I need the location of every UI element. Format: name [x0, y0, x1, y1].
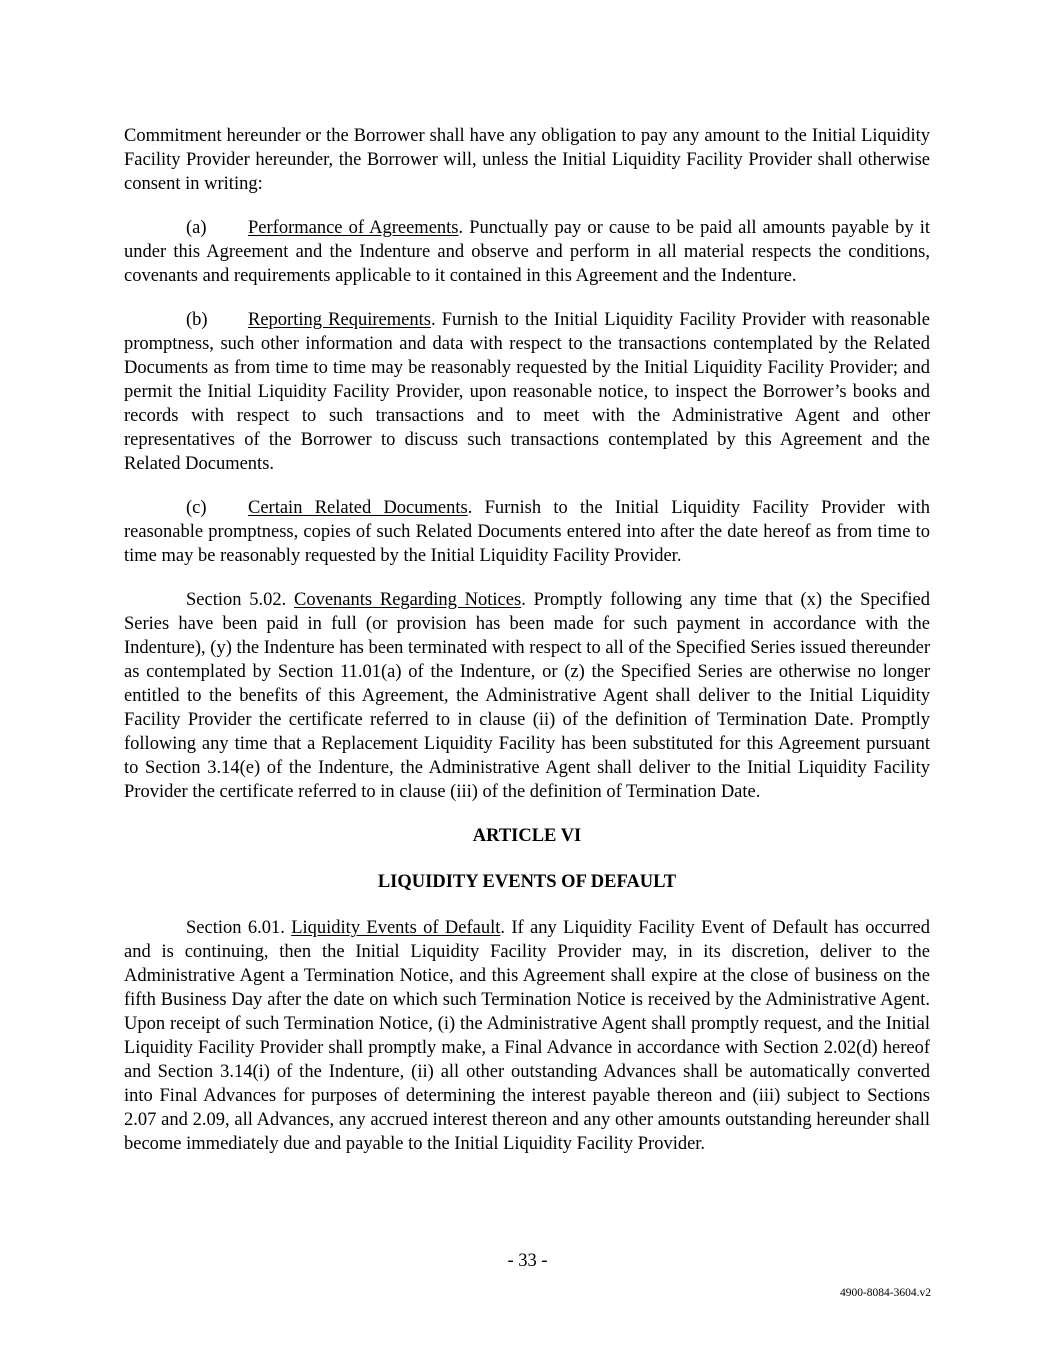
page-number: - 33 - — [507, 1251, 548, 1271]
clause-c-heading: Certain Related Documents — [248, 498, 468, 518]
section-5-02-label: Section 5.02. — [186, 590, 294, 610]
article-number: ARTICLE VI — [472, 826, 582, 846]
section-6-01 — [124, 916, 930, 1156]
clause-a-text: . Punctually pay or cause to be paid all amounts payable by it under this Agreement and the Indenture and observe and perform in all material respects the conditions, covenants and requirements applicable to it contained in this Agreement and the Indenture. — [124, 218, 931, 286]
clause-b-number: (b) — [186, 310, 208, 330]
clause-b-text: . Furnish to the Initial Liquidity Facility Provider with reasonable promptness, such other information and data with respect to the transactions contemplated by the Related Documents as from time to time may be reasonably requested by the Initial Liquidity Facility Provider; and permit the Initial Liquidity Facility Provider, upon reasonable notice, to inspect the Borrower’s books and records with respect to such transactions and to meet with the Administrative Agent and other representatives of the Borrower to discuss such transactions contemplated by this Agreement and the Related Documents. — [124, 310, 930, 474]
clause-a-heading: Performance of Agreements — [248, 218, 459, 238]
clause-c — [124, 496, 930, 568]
clause-a — [124, 216, 930, 288]
section-5-02-heading: Covenants Regarding Notices — [294, 590, 522, 610]
article-title: LIQUIDITY EVENTS OF DEFAULT — [377, 872, 677, 892]
section-5-02 — [124, 588, 930, 804]
clause-a-number: (a) — [186, 218, 207, 238]
document-id: 4900-8084-3604.v2 — [839, 1287, 931, 1299]
document-page — [124, 124, 930, 1176]
section-6-01-heading: Liquidity Events of Default — [291, 918, 501, 938]
clause-c-number: (c) — [186, 498, 207, 518]
section-5-02-text: . Promptly following any time that (x) the Specified Series have been paid in full (or provision has been made for such payment in accordance with the Indenture), (y) the Indenture has been terminated with respect to all of the Specified Series issued thereunder as contemplated by Section 11.01(a) of the Indenture, or (z) the Specified Series are otherwise no longer entitled to the benefits of this Agreement, the Administrative Agent shall deliver to the Initial Liquidity Facility Provider the certificate referred to in clause (ii) of the definition of Termination Date. Promptly following any time that a Replacement Liquidity Facility has been substituted for this Agreement pursuant to Section 3.14(e) of the Indenture, the Administrative Agent shall deliver to the Initial Liquidity Facility Provider the certificate referred to in clause (iii) of the definition of Termination Date. — [124, 590, 930, 802]
clause-b-heading: Reporting Requirements — [248, 310, 431, 330]
clause-c-text: . Furnish to the Initial Liquidity Facility Provider with reasonable promptness, copies of such Related Documents entered into after the date hereof as from time to time may be reasonably requested by the Initial Liquidity Facility Provider. — [124, 498, 930, 566]
section-6-01-text: . If any Liquidity Facility Event of Default has occurred and is continuing, then the Initial Liquidity Facility Provider may, in its discretion, deliver to the Administrative Agent a Termination Notice, and this Agreement shall expire at the close of business on the fifth Business Day after the date on which such Termination Notice is received by the Administrative Agent. Upon receipt of such Termination Notice, (i) the Administrative Agent shall promptly request, and the Initial Liquidity Facility Provider shall promptly make, a Final Advance in accordance with Section 2.02(d) hereof and Section 3.14(i) of the Indenture, (ii) all other outstanding Advances shall be automatically converted into Final Advances for purposes of determining the interest payable thereon and (iii) subject to Sections 2.07 and 2.09, all Advances, any accrued interest thereon and any other amounts outstanding hereunder shall become immediately due and payable to the Initial Liquidity Facility Provider. — [124, 918, 930, 1154]
section-6-01-label: Section 6.01. — [186, 918, 292, 938]
clause-b — [124, 308, 930, 476]
intro-paragraph: Commitment hereunder or the Borrower shall have any obligation to pay any amount to the Initial Liquidity Facility Provider hereunder, the Borrower will, unless the Initial Liquidity Facility Provider shall otherwise consent in writing: — [124, 126, 930, 194]
